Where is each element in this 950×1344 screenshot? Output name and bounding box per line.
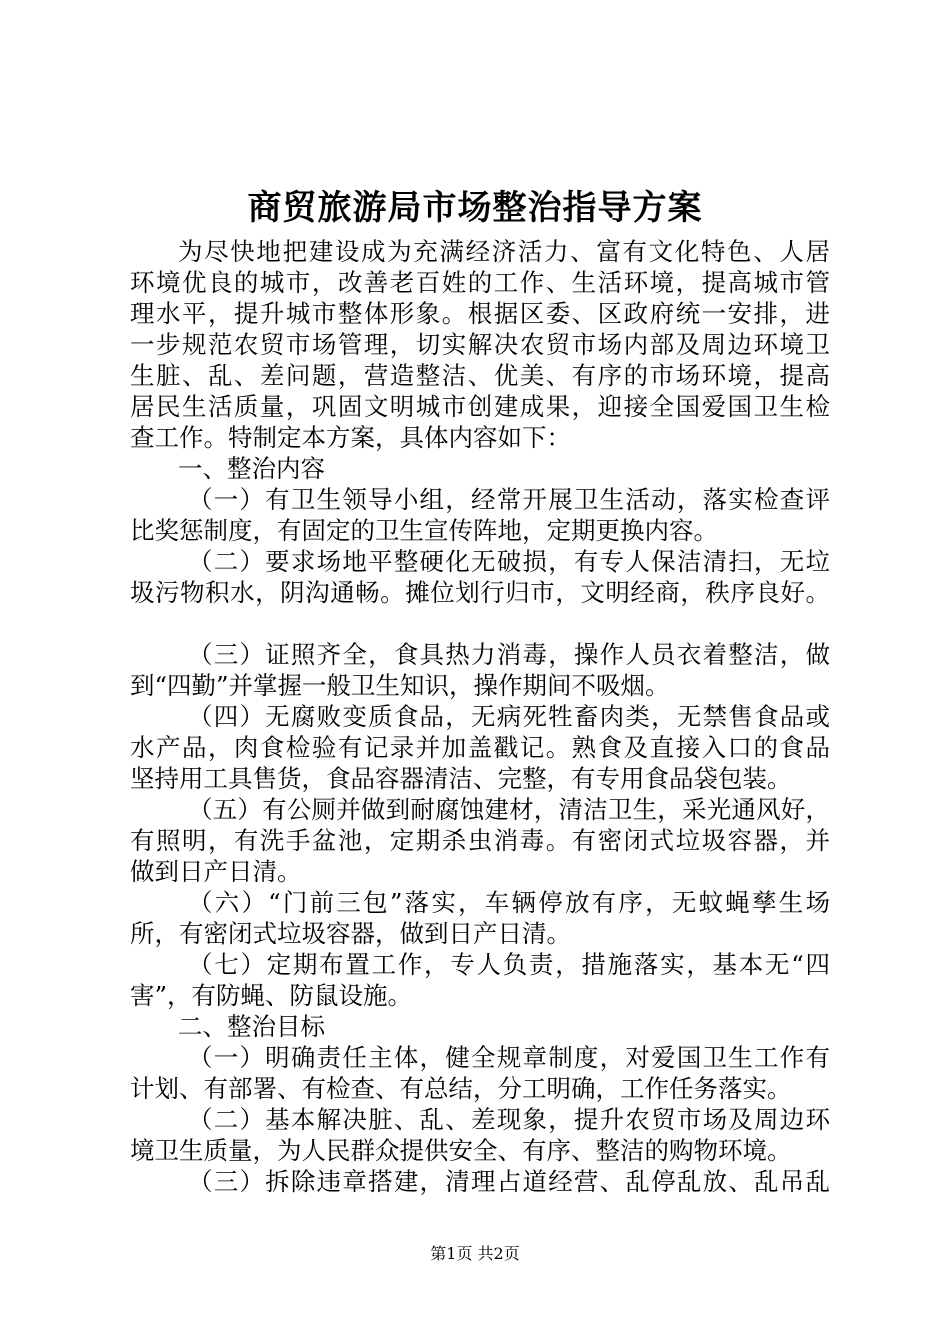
paragraph-line: （一）有卫生领导小组，经常开展卫生活动，落实检查评 <box>188 485 830 514</box>
paragraph-line: 所，有密闭式垃圾容器，做到日产日清。 <box>130 919 571 948</box>
paragraph-line: 境卫生质量，为人民群众提供安全、有序、整洁的购物环境。 <box>130 1136 792 1165</box>
paragraph-line: 生脏、乱、差问题，营造整洁、优美、有序的市场环境，提高 <box>130 361 830 390</box>
paragraph-line: 做到日产日清。 <box>130 857 302 886</box>
blank-line <box>130 608 830 639</box>
paragraph-line: 一步规范农贸市场管理，切实解决农贸市场内部及周边环境卫 <box>130 330 830 359</box>
document-title: 商贸旅游局市场整治指导方案 <box>247 188 703 228</box>
paragraph-line: （二）基本解决脏、乱、差现象，提升农贸市场及周边环 <box>188 1105 830 1134</box>
paragraph-line: （三）证照齐全，食具热力消毒，操作人员衣着整洁，做 <box>188 640 830 669</box>
document-body <box>130 236 830 1197</box>
section-heading: 一、整治内容 <box>178 454 325 483</box>
paragraph-line: 坚持用工具售货，食品容器清洁、完整，有专用食品袋包装。 <box>130 764 792 793</box>
paragraph-line: 害”，有防蝇、防鼠设施。 <box>130 981 413 1010</box>
paragraph-line: 圾污物积水，阴沟通畅。摊位划行归市，文明经商，秩序良好。 <box>130 578 830 607</box>
paragraph-line: （一）明确责任主体，健全规章制度，对爱国卫生工作有 <box>188 1043 830 1072</box>
paragraph-line: （七）定期布置工作，专人负责，措施落实，基本无“四 <box>188 950 830 979</box>
paragraph-line: 为尽快地把建设成为充满经济活力、富有文化特色、人居 <box>178 237 830 266</box>
paragraph-line: 比奖惩制度，有固定的卫生宣传阵地，定期更换内容。 <box>130 516 718 545</box>
paragraph-line: （五）有公厕并做到耐腐蚀建材，清洁卫生，采光通风好， <box>188 795 830 824</box>
section-heading: 二、整治目标 <box>178 1012 325 1041</box>
paragraph-line: 查工作。特制定本方案，具体内容如下： <box>130 423 571 452</box>
paragraph-line: 理水平，提升城市整体形象。根据区委、区政府统一安排，进 <box>130 299 830 328</box>
paragraph-line: 环境优良的城市，改善老百姓的工作、生活环境，提高城市管 <box>130 268 830 297</box>
paragraph-line: （三）拆除违章搭建，清理占道经营、乱停乱放、乱吊乱 <box>188 1167 830 1196</box>
paragraph-line: （二）要求场地平整硬化无破损，有专人保洁清扫，无垃 <box>188 547 830 576</box>
paragraph-line: （六）“门前三包”落实，车辆停放有序，无蚊蝇孳生场 <box>188 888 830 917</box>
paragraph-line: 计划、有部署、有检查、有总结，分工明确，工作任务落实。 <box>130 1074 792 1103</box>
paragraph-line: （四）无腐败变质食品，无病死牲畜肉类，无禁售食品或 <box>188 702 830 731</box>
paragraph-line: 到“四勤”并掌握一般卫生知识，操作期间不吸烟。 <box>130 671 670 700</box>
paragraph-line: 居民生活质量，巩固文明城市创建成果，迎接全国爱国卫生检 <box>130 392 830 421</box>
paragraph-line: 有照明，有洗手盆池，定期杀虫消毒。有密闭式垃圾容器，并 <box>130 826 830 855</box>
paragraph-line: 水产品，肉食检验有记录并加盖戳记。熟食及直接入口的食品 <box>130 733 830 762</box>
page-footer: 第1页 共2页 <box>430 1244 520 1263</box>
